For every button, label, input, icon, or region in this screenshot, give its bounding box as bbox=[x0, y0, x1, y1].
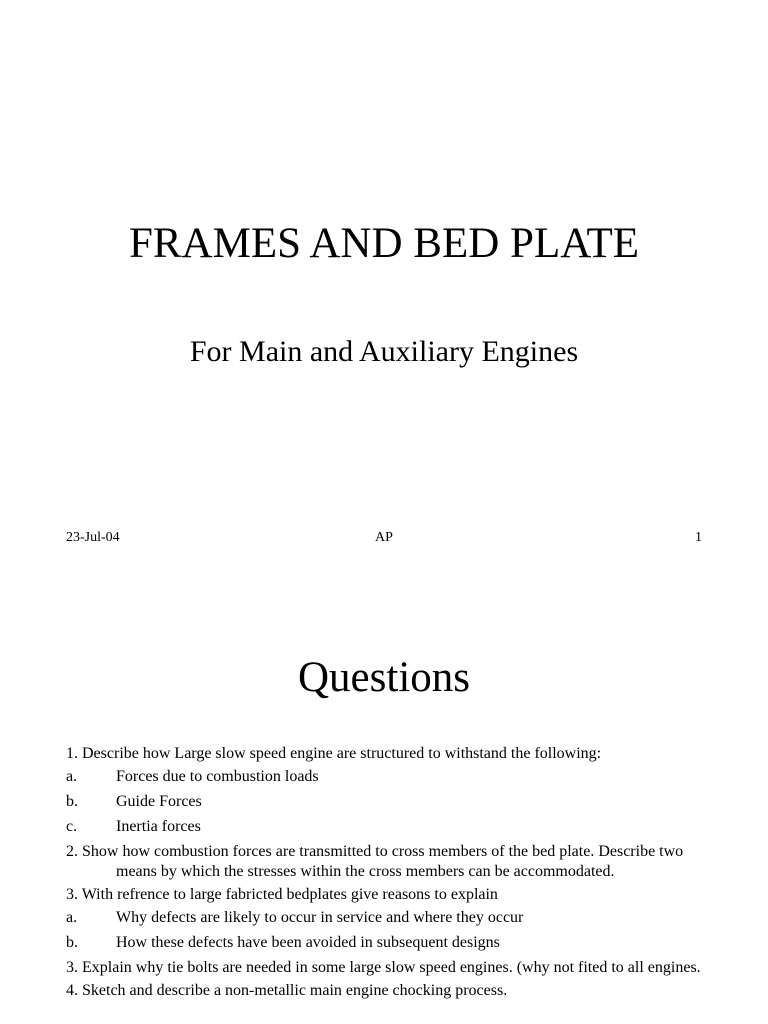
item-text: Forces due to combustion loads bbox=[116, 768, 319, 785]
footer-date: 23-Jul-04 bbox=[66, 530, 120, 545]
item-text: Guide Forces bbox=[116, 793, 202, 810]
question-2: 2. Show how combustion forces are transmitted to cross members of the bed plate. Describe two means by which the stresses within the cross members can be accommodated. bbox=[66, 843, 684, 880]
question-1: 1. Describe how Large slow speed engine are structured to withstand the following: bbox=[66, 745, 602, 762]
footer-page-number: 1 bbox=[695, 530, 702, 545]
question-1b bbox=[66, 792, 706, 812]
item-marker: c. bbox=[66, 818, 78, 835]
questions-heading: Questions bbox=[298, 654, 470, 701]
item-text: Why defects are likely to occur in service and where they occur bbox=[116, 909, 524, 926]
slide-subtitle: For Main and Auxiliary Engines bbox=[189, 335, 579, 368]
question-3a bbox=[66, 908, 706, 928]
item-marker: a. bbox=[66, 768, 78, 785]
item-text: How these defects have been avoided in subsequent designs bbox=[116, 934, 500, 951]
slide-title: FRAMES AND BED PLATE bbox=[128, 220, 640, 267]
question-1a bbox=[66, 767, 706, 787]
question-4: 4. Sketch and describe a non-metallic main engine chocking process. bbox=[66, 982, 508, 999]
question-1c bbox=[66, 817, 706, 837]
item-marker: b. bbox=[66, 793, 78, 810]
question-3-tie-bolts: 3. Explain why tie bolts are needed in some large slow speed engines. (why not fited to all engines. bbox=[66, 959, 701, 976]
question-3b bbox=[66, 933, 706, 953]
question-3: 3. With refrence to large fabricted bedplates give reasons to explain bbox=[66, 886, 498, 903]
item-text: Inertia forces bbox=[116, 818, 201, 835]
item-marker: b. bbox=[66, 934, 78, 951]
item-marker: a. bbox=[66, 909, 78, 926]
question-list bbox=[66, 744, 706, 1004]
footer-author: AP bbox=[375, 530, 393, 545]
